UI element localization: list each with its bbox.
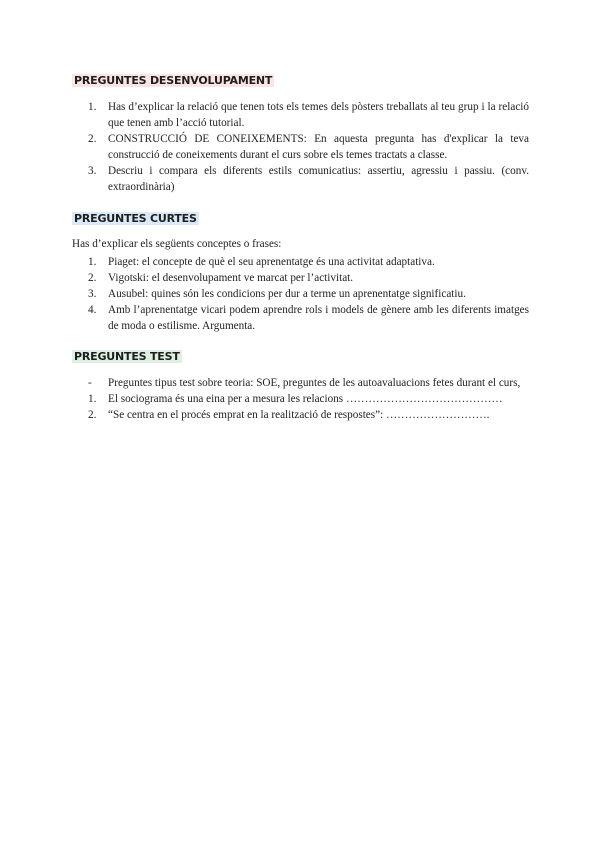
- item-text: Piaget: el concepte de què el seu aprenentatge és una activitat adaptativa.: [108, 256, 435, 268]
- item-text: Ausubel: quines són les condicions per dur a terme un aprenentatge significatiu.: [108, 288, 466, 300]
- section-heading-text: PREGUNTES TEST: [74, 350, 180, 363]
- list-item: [72, 163, 529, 195]
- list-item: [72, 375, 529, 391]
- list-curtes: [72, 254, 529, 334]
- section-heading-desenvolupament: [72, 74, 274, 87]
- item-number: 1.: [88, 101, 97, 113]
- section-heading-test: [72, 350, 182, 363]
- section-intro: Has d’explicar els següents conceptes o frases:: [72, 238, 282, 250]
- item-text: CONSTRUCCIÓ DE CONEIXEMENTS: En aquesta pregunta has d'explicar la teva construcció de coneixements durant el curs sobre els temes tractats a classe.: [108, 133, 529, 161]
- item-text: El sociograma és una eina per a mesura les relacions ……………………………………: [108, 393, 503, 405]
- section-heading-text: PREGUNTES DESENVOLUPAMENT: [74, 74, 273, 87]
- item-number: 2.: [88, 272, 97, 284]
- section-heading-text: PREGUNTES CURTES: [74, 212, 197, 225]
- list-item: [72, 99, 529, 131]
- list-desenvolupament: [72, 99, 529, 195]
- list-item: [72, 407, 529, 423]
- list-item: [72, 286, 529, 302]
- item-number: 4.: [88, 304, 97, 316]
- list-item: [72, 254, 529, 270]
- item-text: Has d’explicar la relació que tenen tots els temes dels pòsters treballats al teu grup i la relació que tenen amb l’acció tutorial.: [108, 101, 529, 129]
- item-text: Vigotski: el desenvolupament ve marcat per l’activitat.: [108, 272, 354, 284]
- item-text: Descriu i compara els diferents estils comunicatius: assertiu, agressiu i passiu. (conv. extraordinària): [108, 165, 529, 193]
- item-number: 1.: [88, 256, 97, 268]
- section-heading-curtes: [72, 212, 199, 225]
- list-item: [72, 270, 529, 286]
- item-text: “Se centra en el procés emprat en la realització de respostes”: ……………………….: [108, 409, 490, 421]
- item-number: 3.: [88, 165, 97, 177]
- item-bullet: -: [88, 377, 92, 389]
- list-item: [72, 131, 529, 163]
- item-number: 2.: [88, 409, 97, 421]
- list-test: [72, 375, 529, 423]
- item-text: Amb l’aprenentatge vicari podem aprendre rols i models de gènere amb les diferents imatges de moda o estilisme. Argumenta.: [108, 304, 529, 332]
- item-number: 2.: [88, 133, 97, 145]
- list-item: [72, 391, 529, 407]
- item-number: 1.: [88, 393, 97, 405]
- item-text: Preguntes tipus test sobre teoria: SOE, preguntes de les autoavaluacions fetes durant el curs,: [108, 377, 521, 389]
- item-number: 3.: [88, 288, 97, 300]
- list-item: [72, 302, 529, 334]
